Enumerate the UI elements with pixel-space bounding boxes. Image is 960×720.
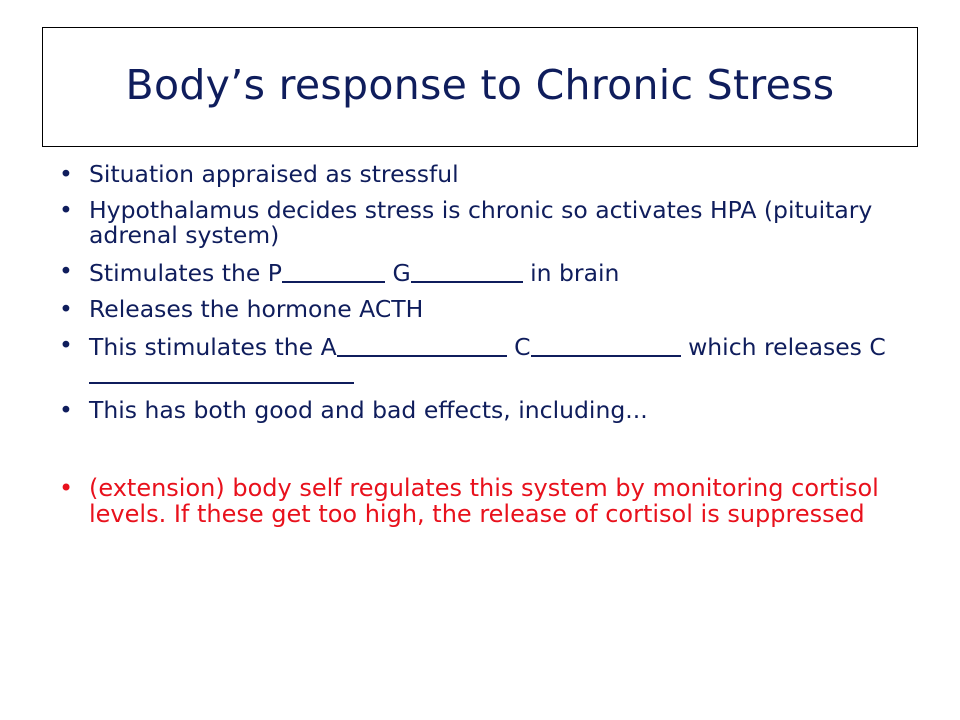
bullet-item-situation xyxy=(58,162,928,187)
fill-in-blank xyxy=(89,360,354,384)
slide-title: Body’s response to Chronic Stress xyxy=(125,61,835,109)
bullet-text: Stimulates the P xyxy=(89,259,282,287)
bullet-item-hypothalamus xyxy=(58,198,928,248)
bullet-spacer xyxy=(58,434,928,475)
bullet-text: Releases the hormone ACTH xyxy=(89,295,424,323)
fill-in-blank xyxy=(282,259,385,283)
bullet-text: G xyxy=(384,259,411,287)
bullet-text: (extension) body self regulates this system by monitoring cortisol levels. If these get too high, the release of cortisol is suppressed xyxy=(89,474,879,528)
bullet-item-releases-acth xyxy=(58,297,928,322)
bullet-item-stimulates xyxy=(58,259,928,286)
fill-in-blank xyxy=(531,333,681,357)
bullet-item-effects xyxy=(58,398,928,423)
bullet-text: in brain xyxy=(522,259,620,287)
bullet-text: which releases C xyxy=(680,333,886,361)
title-box xyxy=(42,27,918,147)
bullet-item-extension xyxy=(58,475,928,527)
fill-in-blank xyxy=(337,333,507,357)
bullet-text: C xyxy=(506,333,531,361)
bullet-list xyxy=(58,162,928,538)
fill-in-blank xyxy=(411,259,523,283)
bullet-text: This stimulates the A xyxy=(89,333,337,361)
bullet-item-adrenal xyxy=(58,333,928,387)
bullet-text: Situation appraised as stressful xyxy=(89,160,459,188)
bullet-text: Hypothalamus decides stress is chronic so activates HPA (pituitary adrenal system) xyxy=(89,196,873,249)
bullet-text: This has both good and bad effects, including... xyxy=(89,396,648,424)
